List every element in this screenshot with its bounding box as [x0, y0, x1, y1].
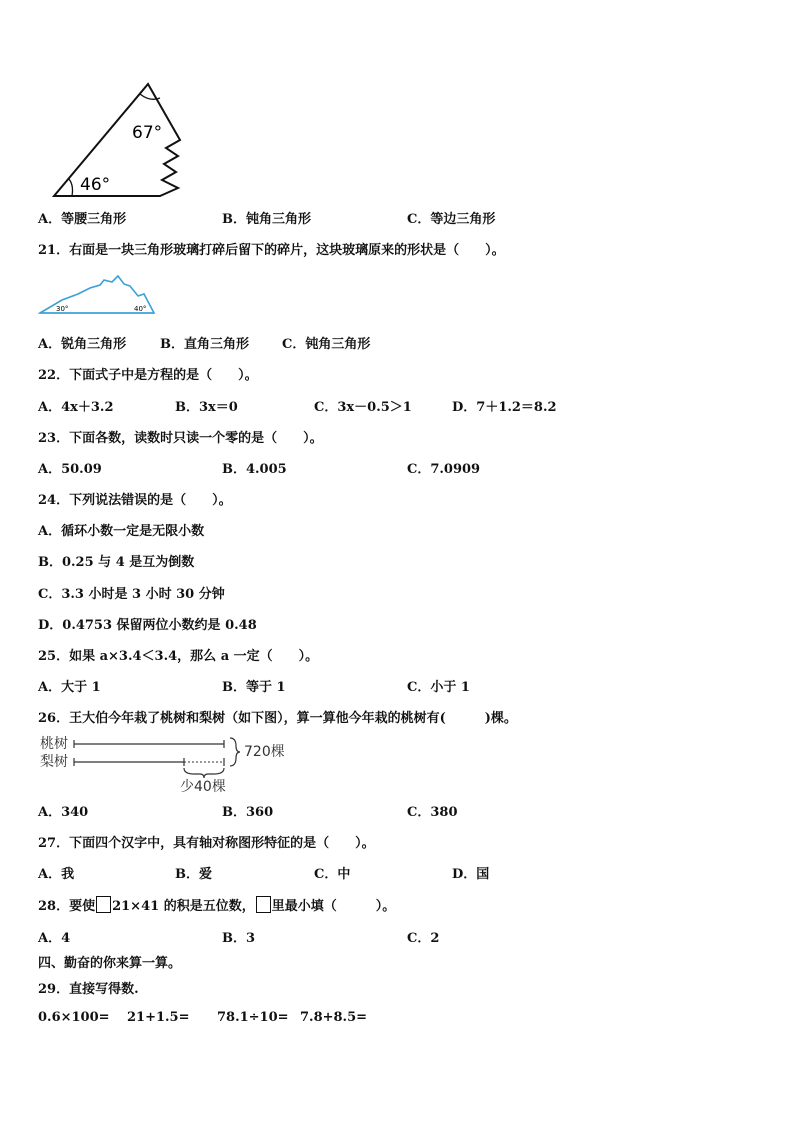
- q27-option-a[interactable]: A．我: [38, 867, 75, 882]
- angle-label-40: 40°: [134, 305, 147, 313]
- q20-option-c[interactable]: C．等边三角形: [407, 212, 496, 227]
- q27-option-d[interactable]: D．国: [452, 867, 490, 882]
- q22-option-d[interactable]: D．7＋1.2＝8.2: [452, 400, 557, 415]
- angle-label-67: 67°: [132, 123, 163, 143]
- q27-option-b[interactable]: B．爱: [175, 867, 212, 882]
- label-pear: 梨树: [40, 754, 68, 770]
- q26-option-a[interactable]: A．340: [38, 805, 89, 820]
- q21-option-c[interactable]: C．钝角三角形: [282, 337, 371, 352]
- q21-option-b[interactable]: B．直角三角形: [160, 337, 249, 352]
- q24-option-c[interactable]: C．3.3 小时是 3 小时 30 分钟: [38, 587, 225, 602]
- q28-stem-part2: 21×41 的积是五位数，: [112, 899, 255, 914]
- label-peach: 桃树: [40, 736, 68, 752]
- q27-option-c[interactable]: C．中: [314, 867, 351, 882]
- q29-item-1: 0.6×100=: [38, 1010, 110, 1025]
- q28-option-c[interactable]: C．2: [407, 931, 440, 946]
- q23-stem: 23．下面各数，读数时只读一个零的是（ ）。: [38, 431, 323, 446]
- q29-item-2: 21+1.5=: [127, 1010, 190, 1025]
- q21-option-a[interactable]: A．锐角三角形: [38, 337, 127, 352]
- q25-option-b[interactable]: B．等于 1: [222, 680, 286, 695]
- q28-stem: [38, 895, 395, 914]
- tree-count-diagram-q26: [38, 734, 298, 794]
- glass-fragment-figure-q21: [38, 270, 158, 318]
- q23-option-b[interactable]: B．4.005: [222, 462, 287, 477]
- q24-stem: 24．下列说法错误的是（ ）。: [38, 493, 232, 508]
- q22-option-b[interactable]: B．3x＝0: [175, 400, 238, 415]
- section-4-title: 四、勤奋的你来算一算。: [38, 956, 182, 971]
- triangle-fragment-figure-q20: [50, 80, 190, 202]
- q20-option-b[interactable]: B．钝角三角形: [222, 212, 311, 227]
- q25-stem: 25．如果 a×3.4＜3.4，那么 a 一定（ ）。: [38, 649, 319, 664]
- q29-stem: 29．直接写得数.: [38, 982, 139, 997]
- angle-label-46: 46°: [80, 175, 111, 195]
- q24-option-a[interactable]: A．循环小数一定是无限小数: [38, 524, 205, 539]
- q28-stem-part1: 28．要使: [38, 899, 96, 914]
- blank-box-2[interactable]: [256, 896, 271, 913]
- q28-option-b[interactable]: B．3: [222, 931, 256, 946]
- q22-option-a[interactable]: A．4x＋3.2: [38, 400, 114, 415]
- q21-stem: 21．右面是一块三角形玻璃打碎后留下的碎片，这块玻璃原来的形状是（ ）。: [38, 243, 505, 258]
- q22-option-c[interactable]: C．3x－0.5＞1: [314, 400, 412, 415]
- q20-option-a[interactable]: A．等腰三角形: [38, 212, 127, 227]
- q23-option-a[interactable]: A．50.09: [38, 462, 102, 477]
- q24-option-d[interactable]: D．0.4753 保留两位小数约是 0.48: [38, 618, 257, 633]
- q25-option-c[interactable]: C．小于 1: [407, 680, 470, 695]
- blank-box-1[interactable]: [96, 896, 111, 913]
- q26-option-b[interactable]: B．360: [222, 805, 274, 820]
- label-total-720: 720棵: [244, 744, 285, 760]
- label-less-40: 少40棵: [180, 779, 226, 794]
- q26-stem: 26．王大伯今年栽了桃树和梨树（如下图），算一算他今年栽的桃树有( )棵。: [38, 711, 517, 726]
- q29-item-3: 78.1÷10=: [217, 1010, 289, 1025]
- angle-label-30: 30°: [56, 305, 69, 313]
- q29-item-4: 7.8+8.5=: [300, 1010, 368, 1025]
- q25-option-a[interactable]: A．大于 1: [38, 680, 101, 695]
- q27-stem: 27．下面四个汉字中，具有轴对称图形特征的是（ ）。: [38, 836, 375, 851]
- q22-stem: 22．下面式子中是方程的是（ ）。: [38, 368, 258, 383]
- q28-option-a[interactable]: A．4: [38, 931, 71, 946]
- q24-option-b[interactable]: B．0.25 与 4 是互为倒数: [38, 555, 195, 570]
- q26-option-c[interactable]: C．380: [407, 805, 458, 820]
- q23-option-c[interactable]: C．7.0909: [407, 462, 481, 477]
- q28-stem-part3: 里最小填（ ）。: [271, 899, 396, 914]
